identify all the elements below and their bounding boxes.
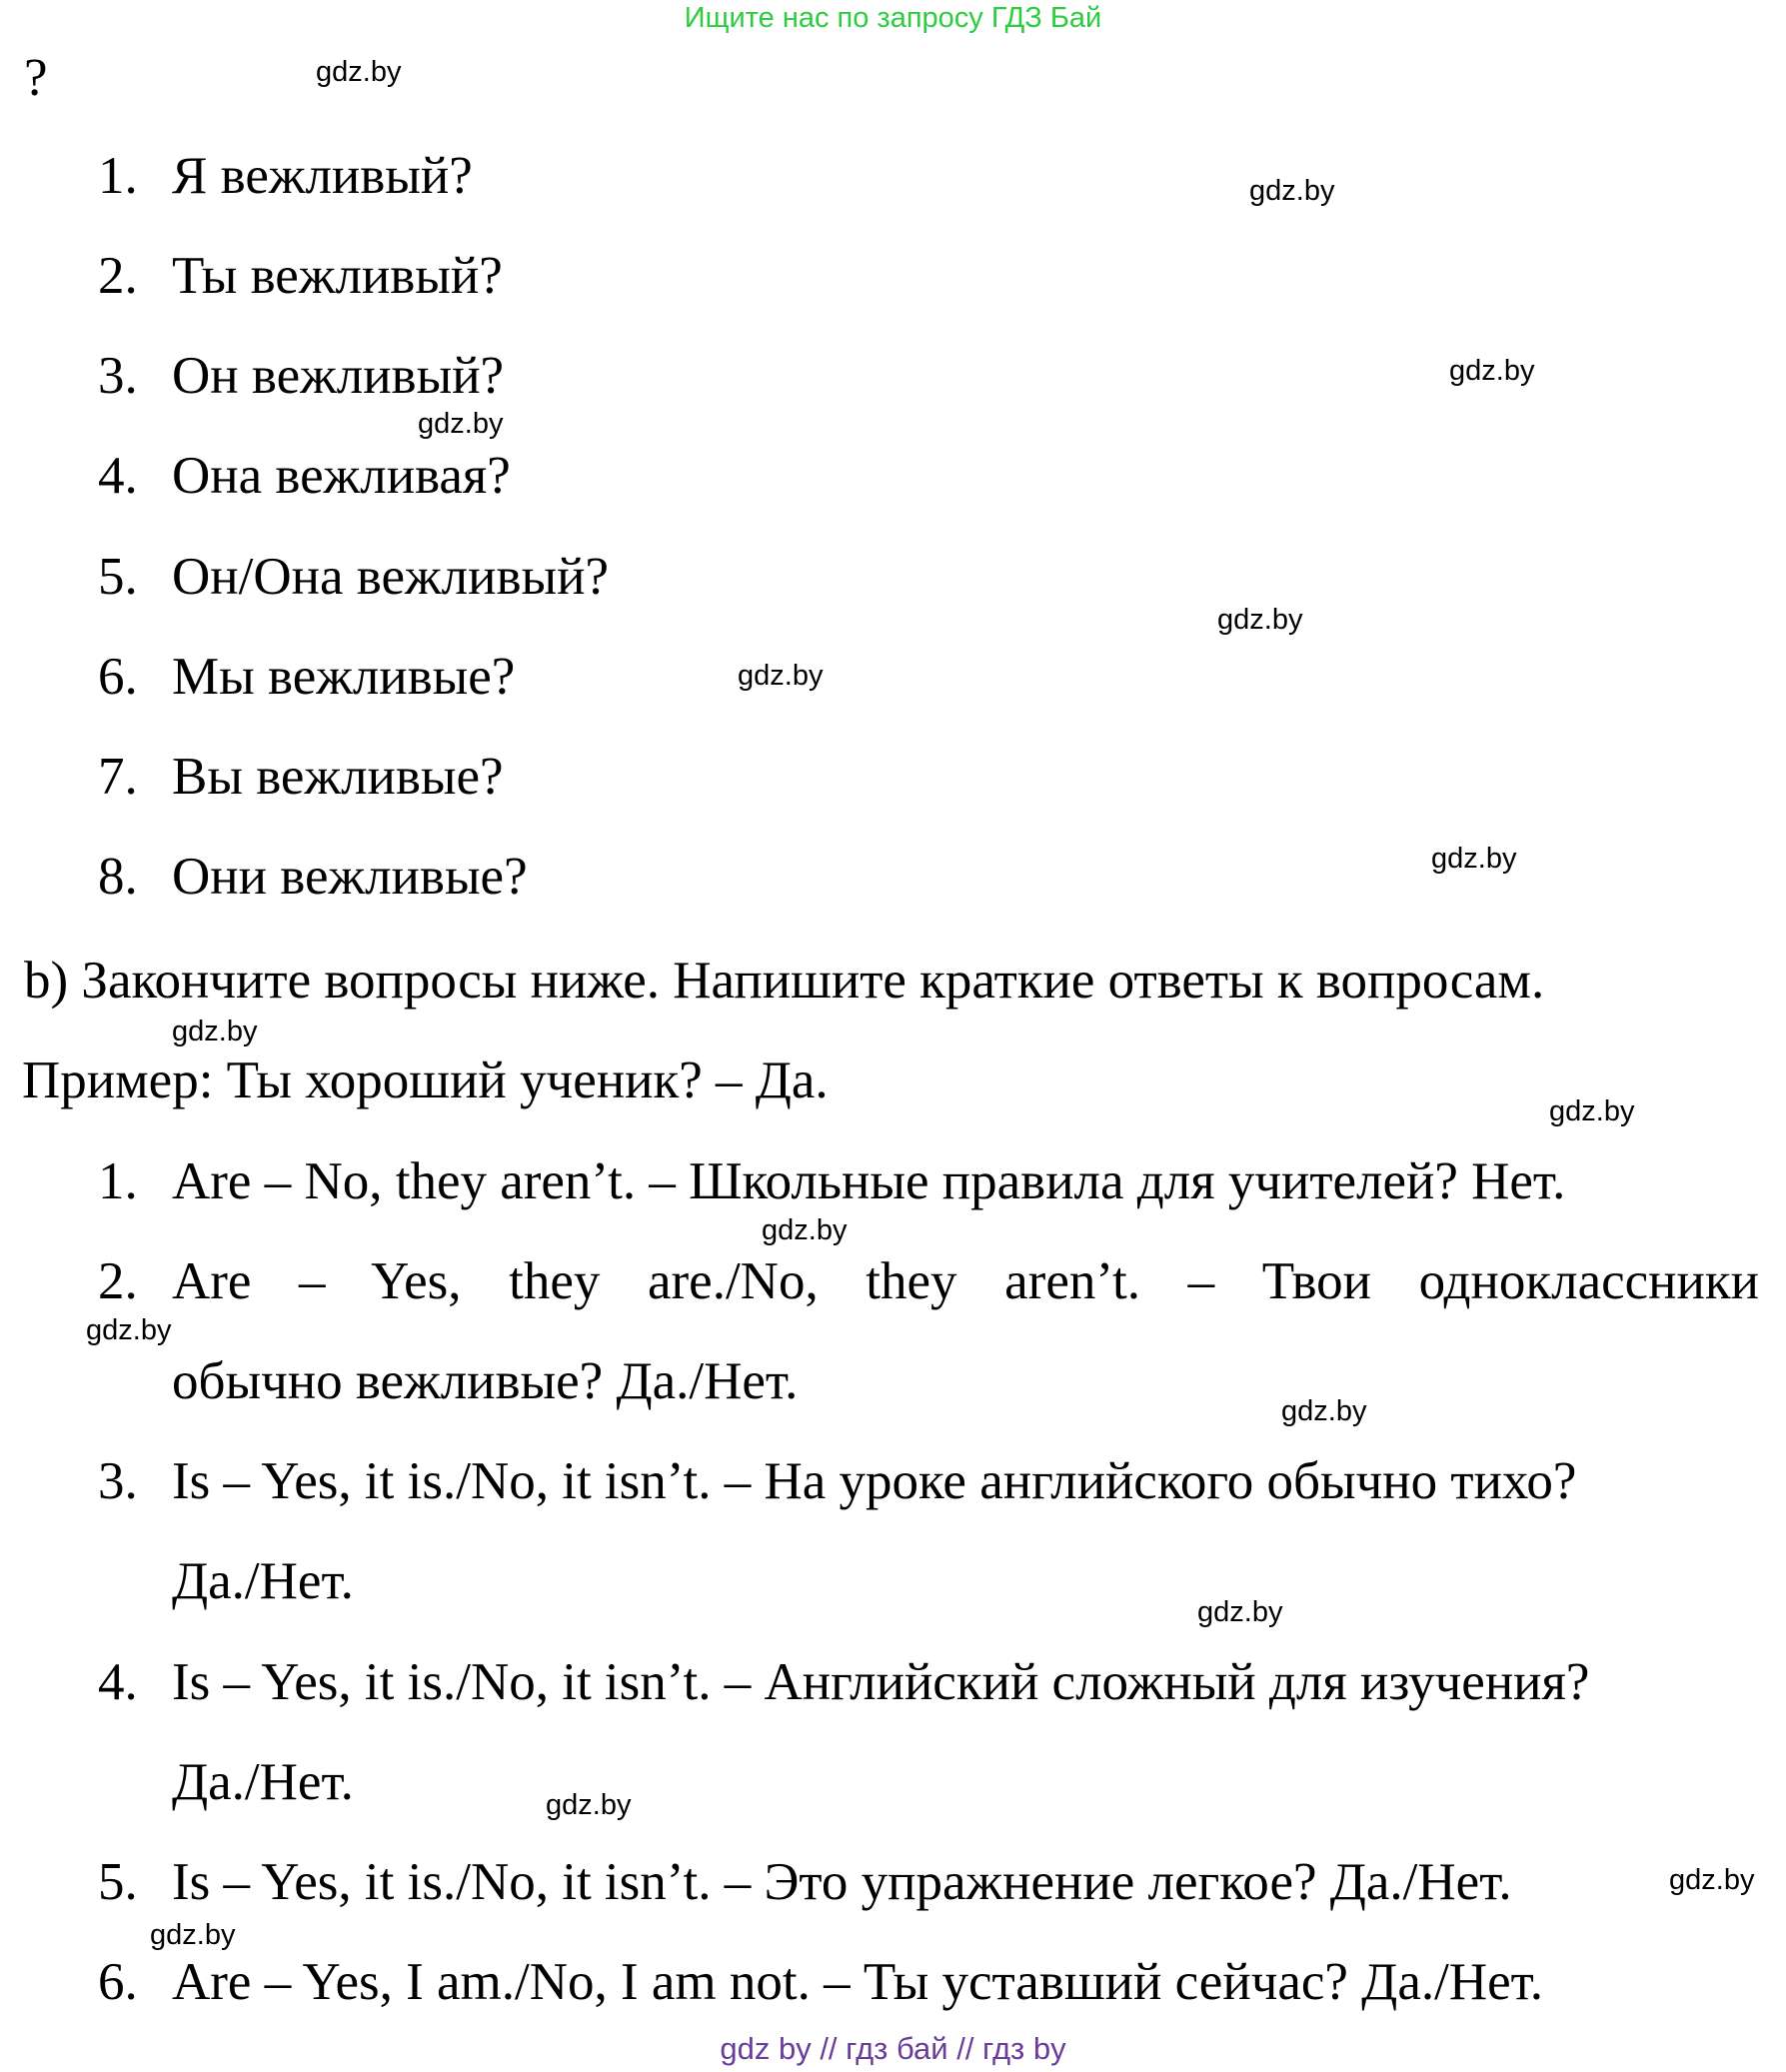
watermark: gdz.by <box>1669 1864 1755 1896</box>
list-item: Is – Yes, it is./No, it isn’t. – Это упражнение легкое? Да./Нет. <box>172 1853 1512 1911</box>
list-item: Они вежливые? <box>172 848 528 906</box>
list-item: Is – Yes, it is./No, it isn’t. – На уроке английского обычно тихо? <box>172 1452 1577 1510</box>
list-item-continuation: Да./Нет. <box>172 1753 354 1811</box>
part-b-example: Пример: Ты хороший ученик? – Да. <box>22 1051 829 1109</box>
list-number: 4. <box>98 447 138 505</box>
watermark: gdz.by <box>1281 1395 1367 1427</box>
list-number: 1. <box>98 147 138 205</box>
list-number: 5. <box>98 548 138 606</box>
question-mark: ? <box>24 49 48 107</box>
list-item-continuation: Да./Нет. <box>172 1552 354 1610</box>
top-banner[interactable]: Ищите нас по запросу ГДЗ Бай <box>684 2 1102 34</box>
list-number: 6. <box>98 648 138 706</box>
list-item: Is – Yes, it is./No, it isn’t. – Английский сложный для изучения? <box>172 1653 1590 1711</box>
list-item: Are – No, they aren’t. – Школьные правила для учителей? Нет. <box>172 1152 1566 1210</box>
list-item: Она вежливая? <box>172 447 511 505</box>
list-item: Are – Yes, I am./No, I am not. – Ты уставший сейчас? Да./Нет. <box>172 1953 1544 2011</box>
list-number: 3. <box>98 1452 138 1510</box>
watermark: gdz.by <box>1449 355 1535 387</box>
watermark: gdz.by <box>738 660 824 692</box>
watermark: gdz.by <box>762 1214 848 1246</box>
list-number: 1. <box>98 1152 138 1210</box>
list-item: Ты вежливый? <box>172 247 503 305</box>
watermark: gdz.by <box>418 408 504 440</box>
list-item: Я вежливый? <box>172 147 473 205</box>
list-number: 5. <box>98 1853 138 1911</box>
watermark: gdz.by <box>546 1789 632 1821</box>
watermark: gdz.by <box>1549 1095 1635 1127</box>
list-item: Он вежливый? <box>172 347 505 405</box>
list-number: 4. <box>98 1653 138 1711</box>
list-item-continuation: обычно вежливые? Да./Нет. <box>172 1352 799 1410</box>
footer-links[interactable]: gdz by // гдз бай // гдз by <box>720 2031 1066 2066</box>
watermark: gdz.by <box>1431 843 1517 875</box>
watermark: gdz.by <box>1217 604 1303 636</box>
list-number: 8. <box>98 848 138 906</box>
list-item: Вы вежливые? <box>172 748 504 806</box>
list-number: 2. <box>98 247 138 305</box>
list-number: 3. <box>98 347 138 405</box>
list-number: 7. <box>98 748 138 806</box>
watermark: gdz.by <box>172 1016 258 1047</box>
watermark: gdz.by <box>86 1314 172 1346</box>
watermark: gdz.by <box>316 56 402 88</box>
watermark: gdz.by <box>150 1919 236 1951</box>
watermark: gdz.by <box>1249 175 1335 207</box>
list-number: 2. <box>98 1252 138 1310</box>
part-b-heading: b) Закончите вопросы ниже. Напишите краткие ответы к вопросам. <box>24 952 1545 1010</box>
list-item: Он/Она вежливый? <box>172 548 609 606</box>
list-item: Are – Yes, they are./No, they aren’t. – Твои одноклассники <box>172 1252 1759 1310</box>
list-item: Мы вежливые? <box>172 648 516 706</box>
watermark: gdz.by <box>1197 1596 1283 1628</box>
list-number: 6. <box>98 1953 138 2011</box>
